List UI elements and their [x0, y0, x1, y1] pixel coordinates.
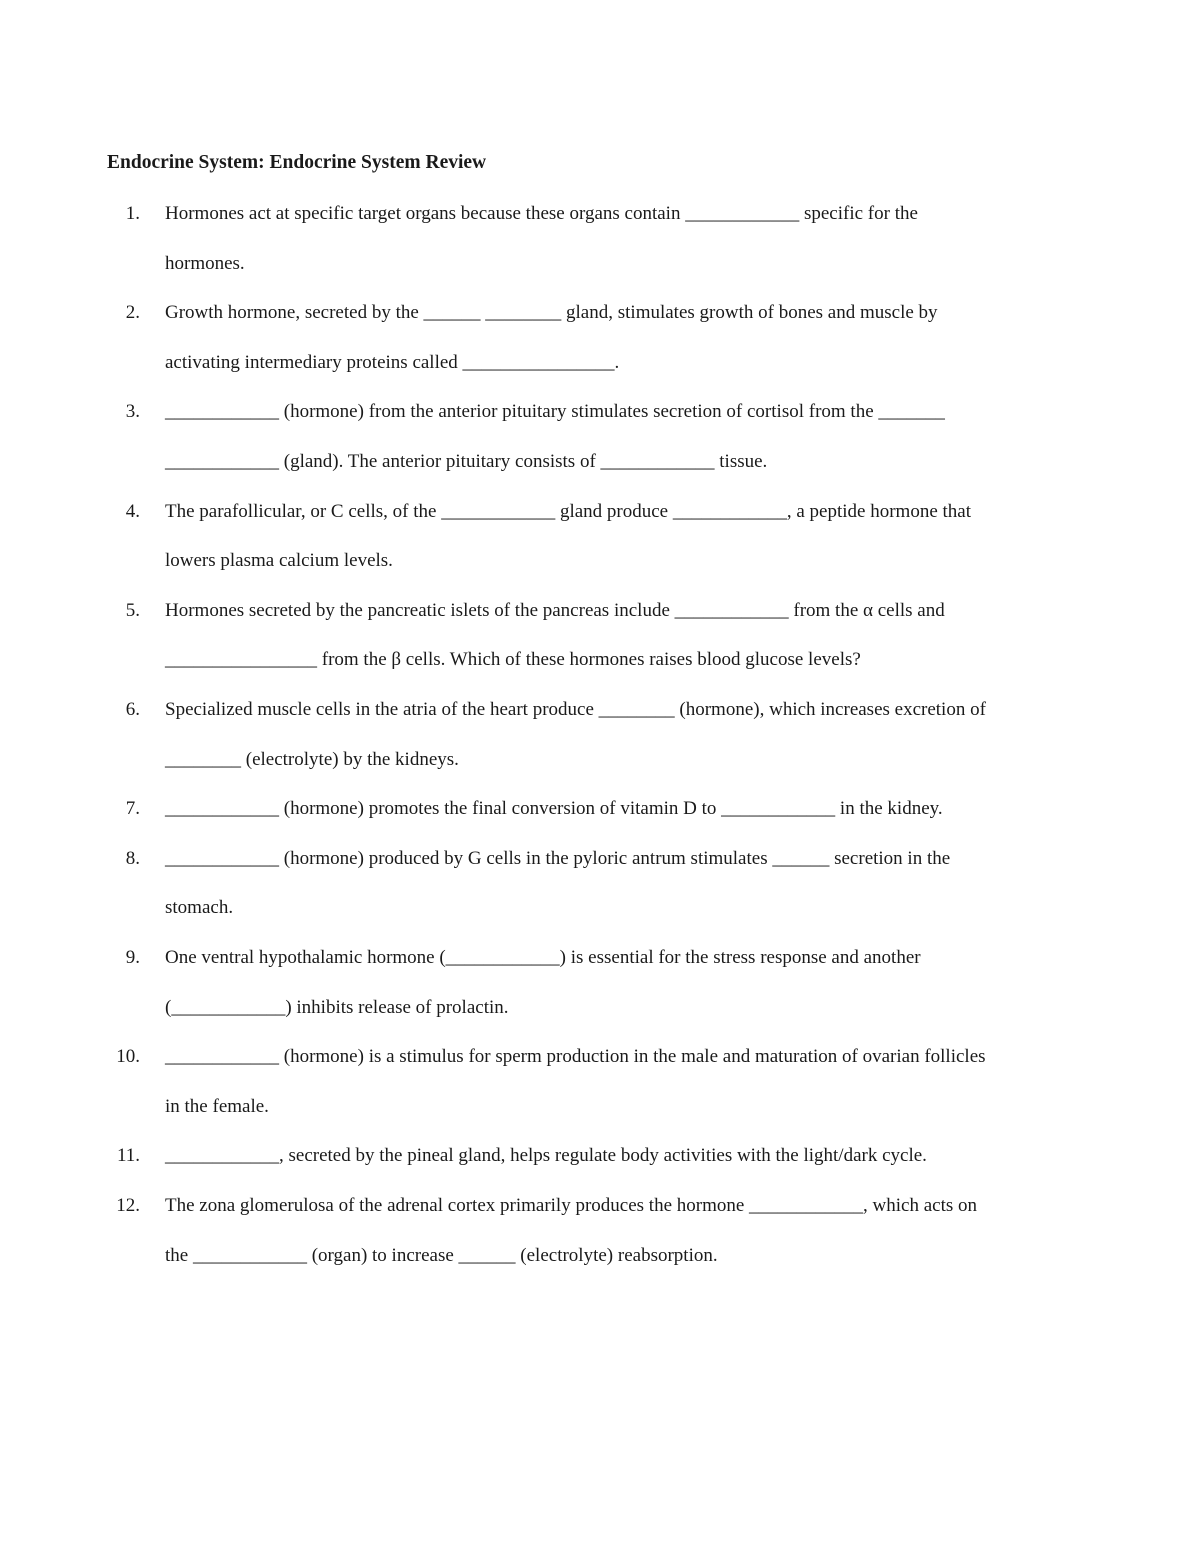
question-number: 6.: [125, 699, 140, 720]
question-text-line: lowers plasma calcium levels.: [165, 550, 393, 572]
question-number: 5.: [125, 599, 140, 621]
question-text-line: Specialized muscle cells in the atria of the heart produce ________ (hormone), which increases excretion of: [165, 699, 986, 720]
question-number: 9.: [125, 947, 140, 968]
question-number: 4.: [125, 500, 140, 522]
question-text-line: ____________ (hormone) produced by G cells in the pyloric antrum stimulates ______ secretion in the: [165, 847, 951, 869]
question-number: 10.: [116, 1046, 140, 1068]
question-number: 11.: [116, 1145, 140, 1167]
question-text-line: ________ (electrolyte) by the kidneys.: [165, 748, 459, 770]
question-text-line: ____________ (hormone) from the anterior pituitary stimulates secretion of cortisol from the _______: [165, 401, 945, 423]
question-number: 3.: [125, 401, 140, 423]
question-text-line: The parafollicular, or C cells, of the ____________ gland produce ____________, a peptide hormone that: [165, 500, 972, 522]
question-text-line: The zona glomerulosa of the adrenal cortex primarily produces the hormone ____________, which acts on: [165, 1195, 978, 1216]
question-text-line: the ____________ (organ) to increase ______ (electrolyte) reabsorption.: [165, 1244, 718, 1266]
question-number: 12.: [116, 1195, 140, 1216]
question-number: 2.: [125, 302, 140, 324]
question-text-line: ____________ (gland). The anterior pituitary consists of ____________ tissue.: [165, 451, 768, 472]
question-text-line: ____________, secreted by the pineal gland, helps regulate body activities with the light/dark cycle.: [165, 1145, 927, 1167]
question-text-line: in the female.: [165, 1095, 269, 1117]
question-text-line: One ventral hypothalamic hormone (____________) is essential for the stress response and another: [165, 947, 921, 968]
question-text-line: (____________) inhibits release of prolactin.: [165, 996, 509, 1018]
question-number: 8.: [125, 847, 140, 869]
question-number: 1.: [125, 203, 140, 224]
question-text-line: hormones.: [165, 252, 245, 274]
question-text-line: Growth hormone, secreted by the ______ ________ gland, stimulates growth of bones and muscle by: [165, 302, 938, 324]
question-text-line: activating intermediary proteins called ________________.: [165, 351, 620, 373]
page-title: Endocrine System: Endocrine System Review: [107, 152, 487, 173]
question-text-line: ________________ from the β cells. Which of these hormones raises blood glucose levels?: [165, 649, 861, 671]
question-text-line: Hormones act at specific target organs because these organs contain ____________ specific for the: [165, 203, 918, 224]
question-text-line: Hormones secreted by the pancreatic islets of the pancreas include ____________ from the α cells and: [165, 599, 945, 621]
question-text-line: ____________ (hormone) is a stimulus for sperm production in the male and maturation of ovarian follicles: [165, 1046, 986, 1068]
question-number: 7.: [125, 798, 140, 820]
question-text-line: ____________ (hormone) promotes the final conversion of vitamin D to ____________ in the kidney.: [165, 798, 943, 820]
question-text-line: stomach.: [165, 897, 234, 919]
